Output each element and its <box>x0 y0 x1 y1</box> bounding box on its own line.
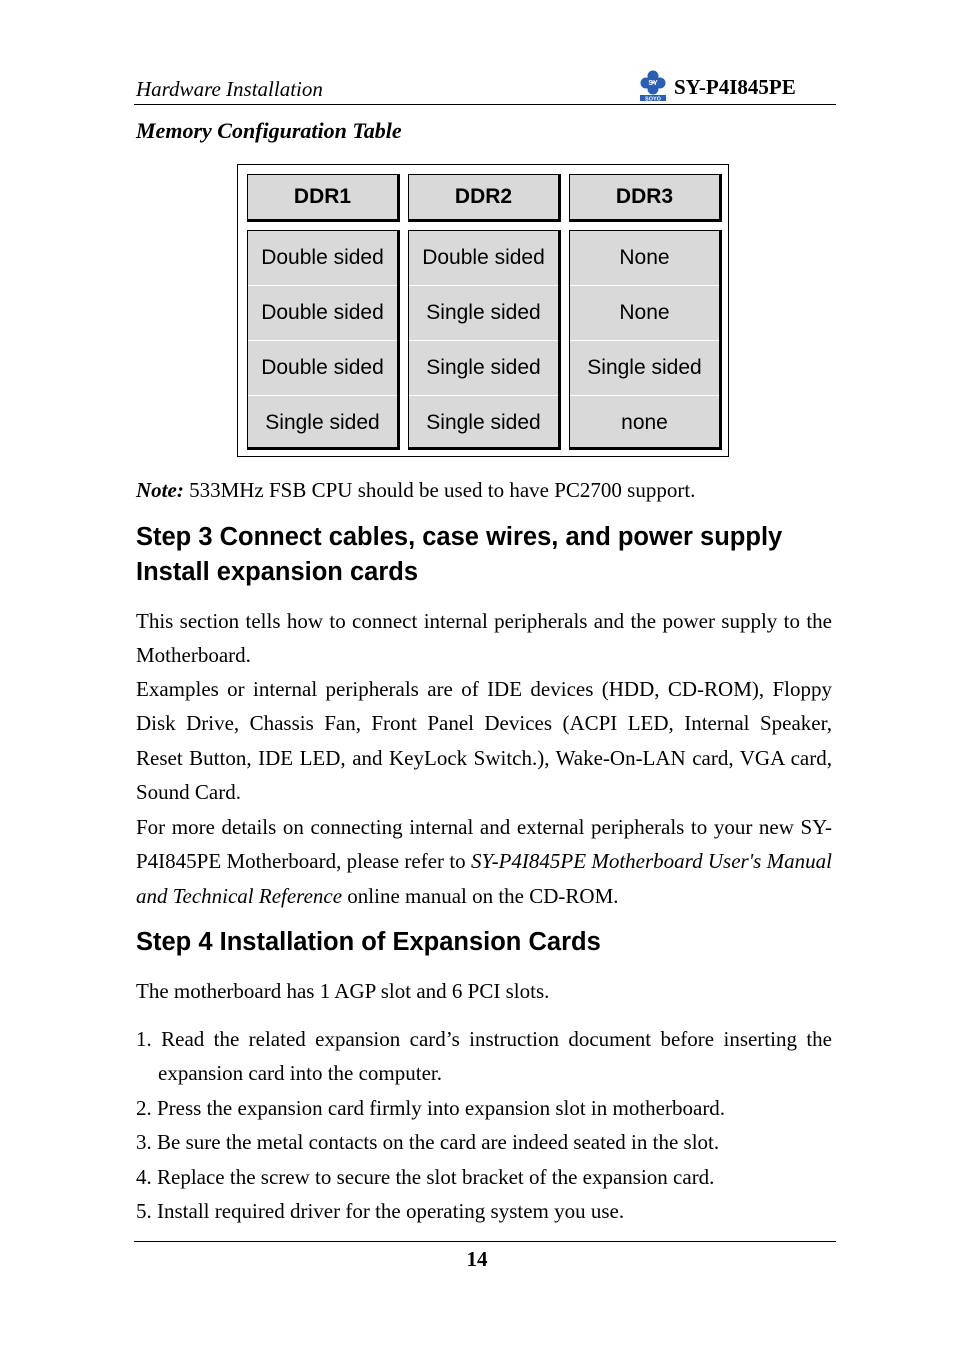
footer-rule <box>134 1241 836 1242</box>
step4-heading: Step 4 Installation of Expansion Cards <box>136 928 601 956</box>
column-body <box>408 230 561 450</box>
table-cell: Single sided <box>265 411 380 434</box>
table-cell: Double sided <box>248 341 397 396</box>
step3-title-line2: Install expansion cards <box>136 558 419 586</box>
column-header: DDR3 <box>569 174 722 222</box>
step4-list <box>136 1022 832 1228</box>
step3-heading <box>136 520 782 590</box>
step3-title-line1: Step 3 Connect cables, case wires, and power supply <box>136 523 783 551</box>
table-cell: None <box>570 286 719 341</box>
table-cell: Double sided <box>248 231 397 286</box>
list-item: 1. Read the related expansion card’s instruction document before inserting the expansion card into the computer. <box>136 1027 832 1086</box>
list-item: 4. Replace the screw to secure the slot bracket of the expansion card. <box>136 1164 715 1189</box>
note <box>136 475 695 505</box>
note-label: Note: <box>136 478 184 502</box>
header-rule <box>134 104 836 105</box>
table-cell: Single sided <box>426 411 541 434</box>
manual-reference: SY-P4I845PE Motherboard User's Manual and Technical Reference <box>136 849 832 908</box>
list-item: 5. Install required driver for the operating system you use. <box>136 1199 625 1224</box>
model-name: SY-P4I845PE <box>674 74 796 99</box>
step4-intro: The motherboard has 1 AGP slot and 6 PCI slots. <box>136 979 550 1003</box>
column-body <box>247 230 400 450</box>
table-cell: Single sided <box>409 341 558 396</box>
table-cell: none <box>621 411 668 434</box>
svg-text:SY: SY <box>648 79 658 87</box>
table-cell: Single sided <box>409 286 558 341</box>
running-header-model <box>638 70 796 104</box>
para3-text-a: For more details on connecting internal and external peripherals to your new SY-P4I845PE Motherboard, please refer to <box>136 815 832 874</box>
running-header-section: Hardware Installation <box>136 77 323 101</box>
para3-text-b: online manual on the CD-ROM. <box>342 883 619 908</box>
svg-text:SOYO: SOYO <box>645 96 661 102</box>
memory-configuration-table <box>237 164 729 457</box>
soyo-logo <box>638 68 668 107</box>
table-cell: Single sided <box>570 341 719 396</box>
list-item: 3. Be sure the metal contacts on the card are indeed seated in the slot. <box>136 1130 720 1155</box>
table-cell: None <box>570 231 719 286</box>
step3-paragraph-2: Examples or internal peripherals are of IDE devices (HDD, CD-ROM), Floppy Disk Drive, Chassis Fan, Front Panel Devices (ACPI LED, Internal Speaker, Reset Button, IDE LED, and KeyLock Switch.), Wake-On-LAN card, VGA card, Sound Card. <box>136 677 832 805</box>
table-cell: Double sided <box>248 286 397 341</box>
list-item: 2. Press the expansion card firmly into expansion slot in motherboard. <box>136 1095 726 1120</box>
step3-paragraph-1: This section tells how to connect internal peripherals and the power supply to the Motherboard. <box>136 609 832 668</box>
memory-table-title: Memory Configuration Table <box>136 118 402 143</box>
page-number: 14 <box>466 1247 488 1271</box>
note-text: 533MHz FSB CPU should be used to have PC2700 support. <box>183 478 696 502</box>
step3-paragraph-3 <box>136 810 832 913</box>
table-cell: Double sided <box>409 231 558 286</box>
column-body <box>569 230 722 450</box>
column-header: DDR1 <box>247 174 400 222</box>
column-header: DDR2 <box>408 174 561 222</box>
